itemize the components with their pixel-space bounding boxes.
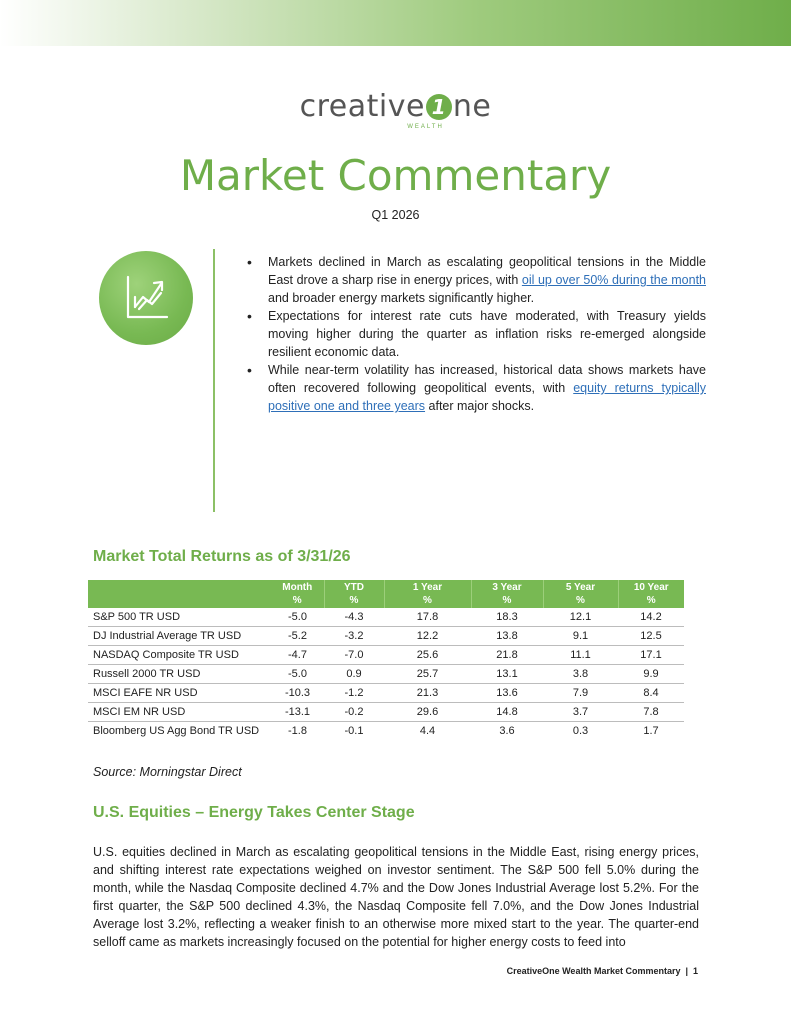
row-value: 21.3: [384, 684, 471, 703]
row-value: 17.8: [384, 608, 471, 627]
row-value: -5.0: [271, 665, 324, 684]
returns-header-row: [88, 580, 684, 608]
brand-subtitle: WEALTH: [407, 124, 444, 130]
page-title: Market Commentary: [179, 151, 612, 200]
top-gradient-band: [0, 0, 791, 46]
row-value: 12.2: [384, 627, 471, 646]
row-value: -1.2: [324, 684, 384, 703]
growth-chart-icon: [99, 251, 193, 345]
row-name: MSCI EM NR USD: [88, 703, 271, 722]
row-value: 7.9: [543, 684, 618, 703]
row-value: 3.7: [543, 703, 618, 722]
row-value: -5.2: [271, 627, 324, 646]
row-value: -4.3: [324, 608, 384, 627]
row-name: DJ Industrial Average TR USD: [88, 627, 271, 646]
row-value: 13.6: [471, 684, 543, 703]
row-value: -0.2: [324, 703, 384, 722]
row-value: 8.4: [618, 684, 684, 703]
page-footer: CreativeOne Wealth Market Commentary | 1: [506, 966, 698, 976]
returns-section-title: Market Total Returns as of 3/31/26: [93, 548, 351, 565]
row-value: 18.3: [471, 608, 543, 627]
row-name: Russell 2000 TR USD: [88, 665, 271, 684]
table-row: [88, 665, 684, 684]
row-value: -4.7: [271, 646, 324, 665]
row-value: 12.1: [543, 608, 618, 627]
header-cell: 3 Year %: [471, 580, 543, 608]
row-value: 11.1: [543, 646, 618, 665]
summary-bullet: • While near-term volatility has increased, historical data shows markets have often recovered following geopolitical events, with equity returns typically positive one and three years after major shocks.: [247, 361, 706, 415]
row-value: -5.0: [271, 608, 324, 627]
header-cell: 1 Year %: [384, 580, 471, 608]
summary-divider: [213, 249, 215, 512]
row-value: 17.1: [618, 646, 684, 665]
row-value: -13.1: [271, 703, 324, 722]
table-source-note: Source: Morningstar Direct: [93, 765, 242, 779]
equity-returns-link[interactable]: equity returns typically positive one and three years: [268, 381, 706, 413]
header-cell: 10 Year %: [618, 580, 684, 608]
row-value: 12.5: [618, 627, 684, 646]
row-value: -1.8: [288, 725, 307, 737]
report-period: Q1 2026: [371, 208, 420, 222]
row-value: 4.4: [419, 725, 436, 737]
brand-logo: [0, 90, 791, 130]
table-row: [88, 608, 684, 627]
row-value: 9.1: [543, 627, 618, 646]
row-value: -10.3: [271, 684, 324, 703]
header-cell: YTD %: [324, 580, 384, 608]
equities-body-paragraph: U.S. equities declined in March as escalating geopolitical tensions in the Middle East, rising energy prices, and shifting interest rate expectations weighed on investor sentiment. The S&P 500 fell 5.0% during the month, while the Nasdaq Composite declined 4.7% and the Dow Jones Industrial Average lost 5.2%. For the first quarter, the S&P 500 declined 4.3%, the Nasdaq Composite fell 7.0%, and the Dow Jones Industrial Average lost 3.2%, reflecting a weaker finish to an otherwise more mixed start to the year. The quarter-end selloff came as markets increasingly focused on the potential for higher energy costs to feed into: [93, 845, 699, 949]
row-name: NASDAQ Composite TR USD: [88, 646, 271, 665]
row-value: -7.0: [324, 646, 384, 665]
row-value: 21.8: [471, 646, 543, 665]
row-value: 14.8: [471, 703, 543, 722]
summary-bullet: • Expectations for interest rate cuts have moderated, with Treasury yields moving higher during the quarter as inflation risks re-emerged alongside resilient economic data.: [247, 307, 706, 361]
row-value: 3.8: [543, 665, 618, 684]
row-value: 9.9: [618, 665, 684, 684]
table-row: [88, 627, 684, 646]
header-cell-blank: [88, 580, 271, 608]
row-value: -3.2: [324, 627, 384, 646]
row-value: 13.1: [471, 665, 543, 684]
brand-one-mark: 1: [426, 94, 452, 120]
row-value: 25.7: [384, 665, 471, 684]
row-value: 3.6: [499, 725, 515, 737]
table-row: [88, 703, 684, 722]
table-row: [88, 646, 684, 665]
row-value: 1.7: [643, 725, 659, 737]
summary-bullet: • Markets declined in March as escalating geopolitical tensions in the Middle East drove a sharp rise in energy prices, with oil up over 50% during the month and broader energy markets significantly higher.: [247, 253, 706, 307]
summary-bullets: [247, 253, 706, 415]
row-name: MSCI EAFE NR USD: [88, 684, 271, 703]
row-value: 25.6: [384, 646, 471, 665]
returns-table: [88, 580, 684, 740]
row-value: 7.8: [618, 703, 684, 722]
row-value: 13.8: [471, 627, 543, 646]
oil-prices-link[interactable]: oil up over 50% during the month: [521, 273, 706, 287]
header-cell: Month %: [271, 580, 324, 608]
table-row: [88, 684, 684, 703]
equities-section-title: U.S. Equities – Energy Takes Center Stage: [93, 804, 415, 821]
row-value: 0.9: [324, 665, 384, 684]
brand-wordmark: creative 1 ne: [299, 89, 492, 124]
header-cell: 5 Year %: [543, 580, 618, 608]
row-value: -0.1: [344, 725, 364, 737]
table-row: [88, 722, 684, 741]
row-value: 29.6: [384, 703, 471, 722]
row-value: 0.3: [572, 725, 589, 737]
row-name: S&P 500 TR USD: [88, 608, 271, 627]
row-name: Bloomberg US Agg Bond TR USD: [93, 725, 260, 737]
row-value: 14.2: [618, 608, 684, 627]
